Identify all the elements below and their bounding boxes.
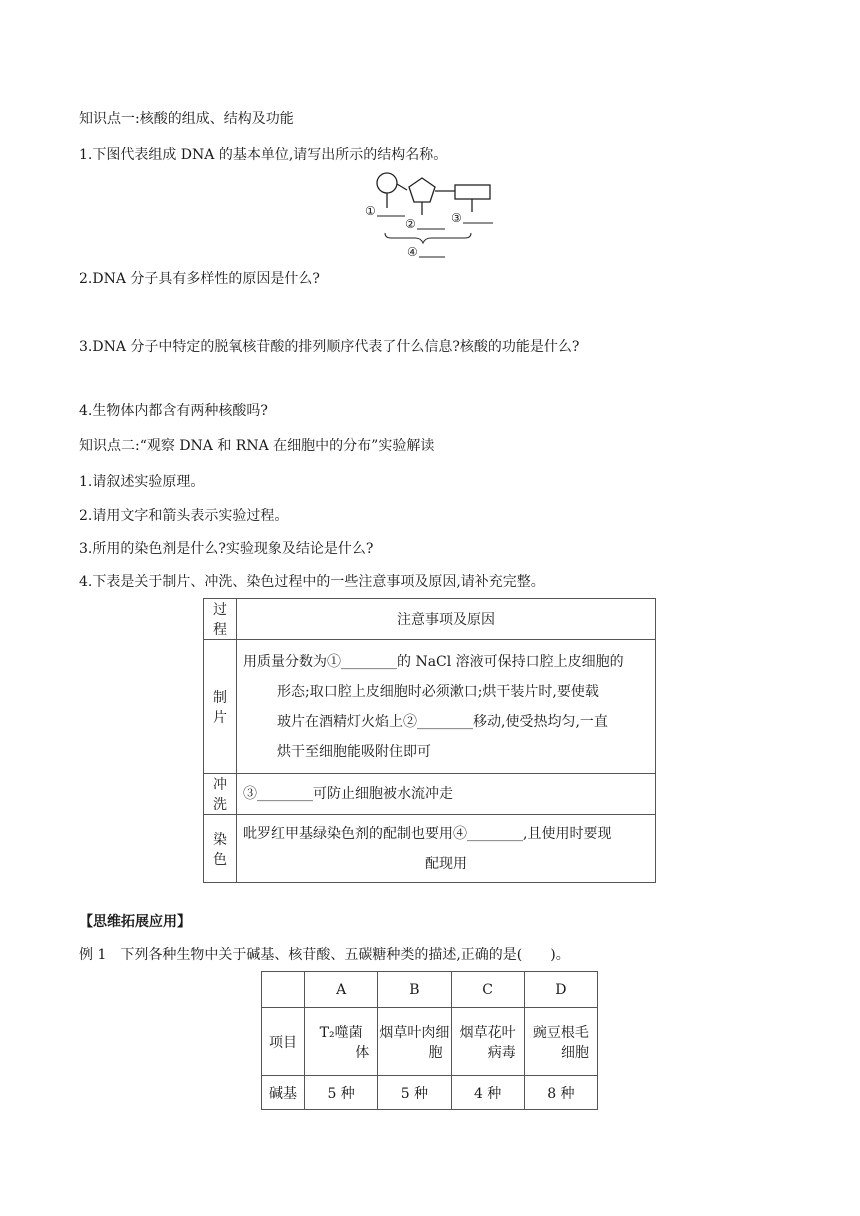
question-1-1: 1.下图代表组成 DNA 的基本单位,请写出所示的结构名称。 [79,147,448,163]
organism-cell: 烟草叶肉细 胞 [378,1008,451,1076]
note-line: 吡罗红甲基绿染色剂的配制也要用④________,且使用时要现 [243,825,612,842]
base-count-cell: 4 种 [451,1076,524,1110]
question-2-2: 2.请用文字和箭头表示实验过程。 [79,508,289,524]
note-line: 玻片在酒精灯火焰上②________移动,使受热均匀,一直 [277,713,608,730]
note-line: 形态;取口腔上皮细胞时必须漱口;烘干装片时,要使载 [277,683,599,700]
pentose-pentagon [409,178,435,202]
base-count-cell: 5 种 [378,1076,451,1110]
diagram-label-4: ④ [407,245,418,259]
organism-cell: T₂噬菌 体 [305,1008,378,1076]
base-count-cell: 8 种 [524,1076,597,1110]
notes-cell [237,640,656,774]
table-row [262,1076,598,1110]
base-rect [455,185,490,199]
question-1-2: 2.DNA 分子具有多样性的原因是什么? [79,271,320,287]
diagram-label-2: ② [405,217,416,231]
diagram-label-3: ③ [451,211,462,225]
question-2-4: 4.下表是关于制片、冲洗、染色过程中的一些注意事项及原因,请补充完整。 [79,574,545,590]
option-label: B [378,972,451,1008]
section2-title: 知识点二:“观察 DNA 和 RNA 在细胞中的分布”实验解读 [79,438,435,454]
note-line: 用质量分数为①________的 NaCl 溶液可保持口腔上皮细胞的 [243,653,624,670]
question-2-1: 1.请叙述实验原理。 [79,474,205,490]
row-label-item: 项目 [262,1008,305,1076]
process-cell: 染色 [204,815,237,883]
options-table [261,971,598,1110]
header-notes: 注意事项及原因 [237,599,656,640]
notes-cell [237,815,656,883]
table-header-row [204,599,656,640]
diagram-label-1: ① [365,204,376,218]
notes-cell [237,774,656,815]
example-1: 例 1 下列各种生物中关于碱基、核苷酸、五碳糖种类的描述,正确的是( )。 [79,947,570,963]
note-line: 配现用 [425,855,467,872]
section3-heading: 【思维拓展应用】 [79,914,191,930]
option-label: C [451,972,524,1008]
header-process: 过程 [204,599,237,640]
phosphate-circle [377,173,397,193]
options-header-row [262,972,598,1008]
option-label: D [524,972,597,1008]
question-1-4: 4.生物体内都含有两种核酸吗? [79,403,268,419]
bracket [385,233,471,243]
nucleotide-diagram [355,170,515,265]
base-count-cell: 5 种 [305,1076,378,1110]
process-cell: 冲洗 [204,774,237,815]
row-label-base: 碱基 [262,1076,305,1110]
table-row [262,1008,598,1076]
section1-title: 知识点一:核酸的组成、结构及功能 [79,111,294,127]
question-1-3: 3.DNA 分子中特定的脱氧核苷酸的排列顺序代表了什么信息?核酸的功能是什么? [79,339,580,355]
process-cell: 制片 [204,640,237,774]
organism-cell: 烟草花叶 病毒 [451,1008,524,1076]
organism-cell: 豌豆根毛 细胞 [524,1008,597,1076]
note-line: 烘干至细胞能吸附住即可 [277,743,431,760]
table-row [204,640,656,774]
note-line: ③________可防止细胞被水流冲走 [243,786,453,802]
empty-cell [262,972,305,1008]
precautions-table [203,598,656,883]
option-label: A [305,972,378,1008]
table-row [204,815,656,883]
table-row [204,774,656,815]
question-2-3: 3.所用的染色剂是什么?实验现象及结论是什么? [79,541,374,557]
